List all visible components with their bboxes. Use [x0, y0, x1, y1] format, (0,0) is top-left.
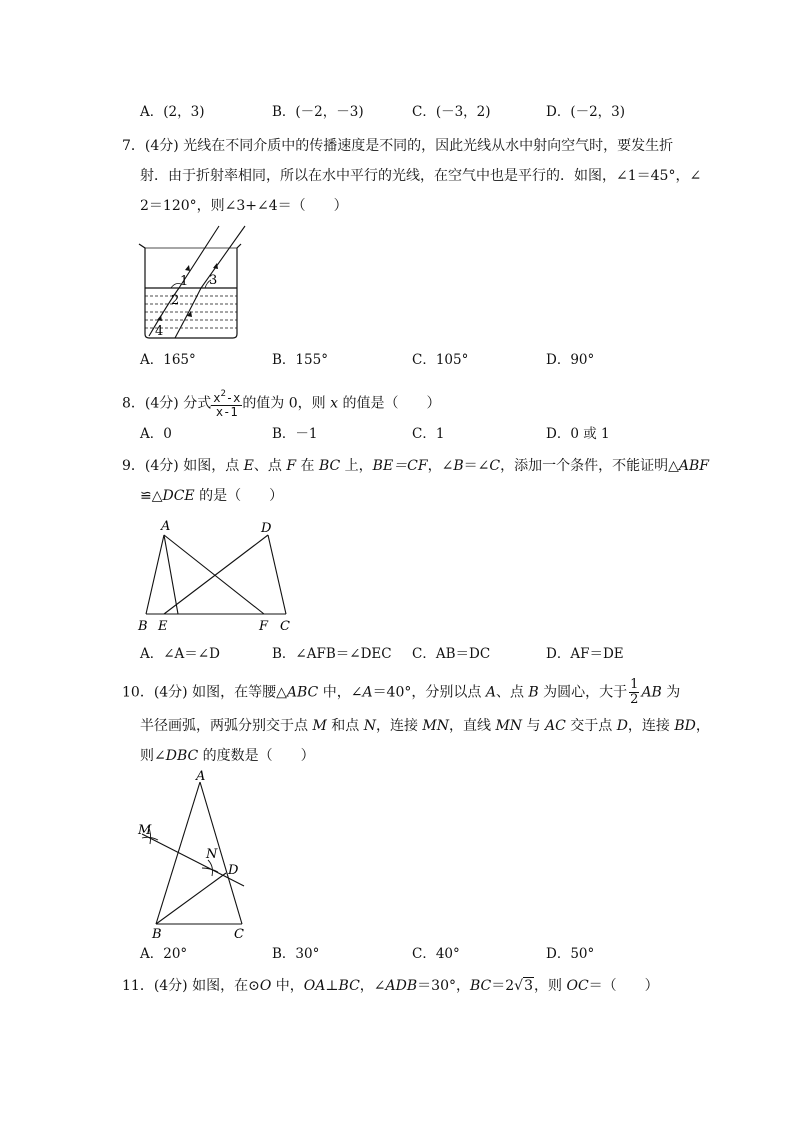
q6-option-d: D．(－2，3): [546, 104, 626, 120]
q10-l2d: N: [363, 718, 376, 734]
q10-l1e: ＝40°，分别以点: [372, 684, 486, 701]
q9-p5: B: [453, 458, 464, 474]
q9-label-b: B: [138, 619, 148, 634]
q10-l2o: ，: [695, 718, 710, 734]
q10-label-m: M: [138, 823, 152, 838]
q7-text-line2: 射．由于折射率相同，所以在水中平行的光线，在空气中也是平行的．如图，∠1＝45°，∠: [140, 168, 702, 184]
q10-l2f: MN: [422, 718, 449, 734]
q10-l2e: ，连接: [375, 718, 423, 734]
q10-l1b: ABC: [286, 684, 319, 701]
q11-m: ，则: [534, 978, 567, 994]
q8-var: x: [330, 395, 339, 412]
q11-sqrt-value: 3: [524, 978, 534, 994]
q7-option-c: C．105°: [412, 352, 469, 368]
q10-l2j: AC: [544, 718, 566, 734]
q10-half-fraction: [629, 678, 639, 707]
q10-option-c: C．40°: [412, 946, 460, 962]
q10-text-line3: [140, 746, 315, 766]
q7-beaker-figure: [135, 222, 255, 344]
q11-b: O: [259, 978, 272, 994]
q10-l2k: 交于点: [565, 718, 617, 734]
q8-suffix-b: 的值是（ ）: [338, 395, 441, 412]
q9-figure: [134, 515, 300, 637]
q10-option-d: D．50°: [546, 946, 595, 962]
q10-l3b: DBC: [165, 748, 199, 764]
q8-prefix: 8．(4分) 分式: [122, 395, 212, 412]
q10-l1h: B: [528, 684, 539, 701]
q8-num-base: x: [213, 391, 221, 405]
q9-t4: ，∠: [427, 458, 454, 474]
q7-label-2: 2: [171, 293, 180, 308]
q10-l2l: D: [616, 718, 628, 734]
q9-p7: ABF: [678, 458, 709, 474]
q11-c: 中，: [271, 978, 304, 994]
q6-option-b: B．(－2，－3): [272, 104, 364, 120]
q10-l1j: AB: [641, 684, 662, 701]
q11-i: ＝30°，: [417, 978, 470, 994]
q9-option-b: B．∠AFB＝∠DEC: [272, 646, 392, 662]
q11-d: OA: [303, 978, 326, 994]
q10-l1d: A: [362, 684, 373, 701]
q8-option-a: A．0: [140, 426, 172, 442]
q8-text: [122, 388, 440, 419]
q10-l2n: BD: [674, 718, 696, 734]
q10-l1a: 10．(4分) 如图，在等腰△: [122, 684, 287, 701]
q9-p1: E: [243, 458, 254, 474]
q9-t2: 在: [296, 458, 319, 474]
q9-t0: 9．(4分) 如图，点: [122, 458, 244, 474]
q10-l3c: 的度数是（ ）: [198, 748, 315, 764]
q7-text-line1: 7．(4分) 光线在不同介质中的传播速度是不同的，因此光线从水中射向空气时，要发生折: [122, 138, 674, 154]
q11-a: 11．(4分) 如图，在⊙: [122, 978, 260, 994]
q10-label-d: D: [228, 863, 239, 878]
q10-l1k: 为: [661, 684, 681, 701]
q9-t5: ＝∠: [463, 458, 490, 474]
q9-label-e: E: [158, 619, 168, 634]
q8-num-exp: 2: [220, 389, 226, 399]
q10-l1g: 、点: [495, 684, 529, 701]
q10-option-b: B．30°: [272, 946, 320, 962]
q9-p2: F: [286, 458, 297, 474]
q6-option-a: A．(2，3): [140, 104, 205, 120]
q9-l2a: ≌△: [140, 488, 163, 504]
q10-l2g: ，直线: [449, 718, 496, 734]
q11-j: BC: [469, 978, 492, 994]
q7-option-b: B．155°: [272, 352, 328, 368]
q11-e: ⊥: [325, 978, 339, 994]
q10-label-b: B: [152, 927, 162, 942]
q9-text-line1: [122, 456, 709, 476]
q9-t6: ，添加一个条件，不能证明△: [500, 458, 679, 474]
q7-text-line3: 2＝120°，则∠3+∠4＝（ ）: [140, 198, 348, 214]
q10-l2m: ，连接: [627, 718, 675, 734]
q10-l1c: 中，∠: [318, 684, 363, 701]
q9-p3: BC: [318, 458, 341, 474]
q8-fraction: [211, 388, 242, 419]
q10-l2b: M: [312, 718, 327, 734]
q10-text-line1: [122, 678, 680, 707]
q7-option-d: D．90°: [546, 352, 595, 368]
q9-label-d: D: [261, 521, 272, 536]
q11-sqrt-sign: √: [514, 978, 524, 994]
q9-t3: 上，: [340, 458, 373, 474]
q11-o: ＝（ ）: [588, 978, 659, 994]
q7-label-3: 3: [209, 273, 218, 288]
q9-label-a: A: [161, 519, 171, 534]
q10-l3a: 则∠: [140, 748, 166, 764]
q7-label-1: 1: [180, 274, 189, 289]
q11-f: BC: [338, 978, 360, 994]
q7-label-4: 4: [155, 324, 164, 339]
q8-num-rest: -x: [225, 391, 241, 405]
q9-text-line2: [140, 486, 283, 506]
q10-option-a: A．20°: [140, 946, 188, 962]
q8-option-c: C．1: [412, 426, 445, 442]
q9-label-f: F: [259, 619, 269, 634]
q10-label-c: C: [234, 927, 244, 942]
q9-label-c: C: [280, 619, 290, 634]
q9-option-a: A．∠A＝∠D: [140, 646, 220, 662]
q11-g: ，∠: [359, 978, 386, 994]
q9-p6: C: [489, 458, 501, 474]
q11-text: [122, 976, 659, 996]
q10-frac-den: 2: [630, 692, 639, 707]
q9-p4: BE＝CF: [372, 458, 428, 474]
q9-t1: 、点: [253, 458, 287, 474]
q9-option-d: D．AF＝DE: [546, 646, 624, 662]
q10-l1i: 为圆心，大于: [538, 684, 628, 701]
q10-text-line2: [140, 716, 710, 736]
q8-option-b: B．－1: [272, 426, 318, 442]
q10-figure: [136, 768, 260, 942]
q6-option-c: C．(－3，2): [412, 104, 491, 120]
q11-n: OC: [566, 978, 589, 994]
q10-l2c: 和点: [326, 718, 364, 734]
q8-option-d: D．0 或 1: [546, 426, 610, 442]
q10-l2a: 半径画弧，两弧分别交于点: [140, 718, 313, 734]
q10-l2h: MN: [495, 718, 523, 734]
q10-l2i: 与: [522, 718, 545, 734]
q8-denominator: x-1: [215, 405, 238, 419]
q9-l2c: 的是（ ）: [194, 488, 284, 504]
q10-label-n: N: [206, 847, 218, 862]
q8-suffix-a: 的值为 0，则: [242, 395, 331, 412]
q9-option-c: C．AB＝DC: [412, 646, 491, 662]
q11-h: ADB: [385, 978, 418, 994]
q7-option-a: A．165°: [140, 352, 196, 368]
q9-l2b: DCE: [162, 488, 195, 504]
q10-frac-num: 1: [630, 677, 639, 692]
q10-l1f: A: [485, 684, 496, 701]
q11-k: ＝2: [491, 978, 515, 994]
q10-label-a: A: [196, 769, 206, 784]
